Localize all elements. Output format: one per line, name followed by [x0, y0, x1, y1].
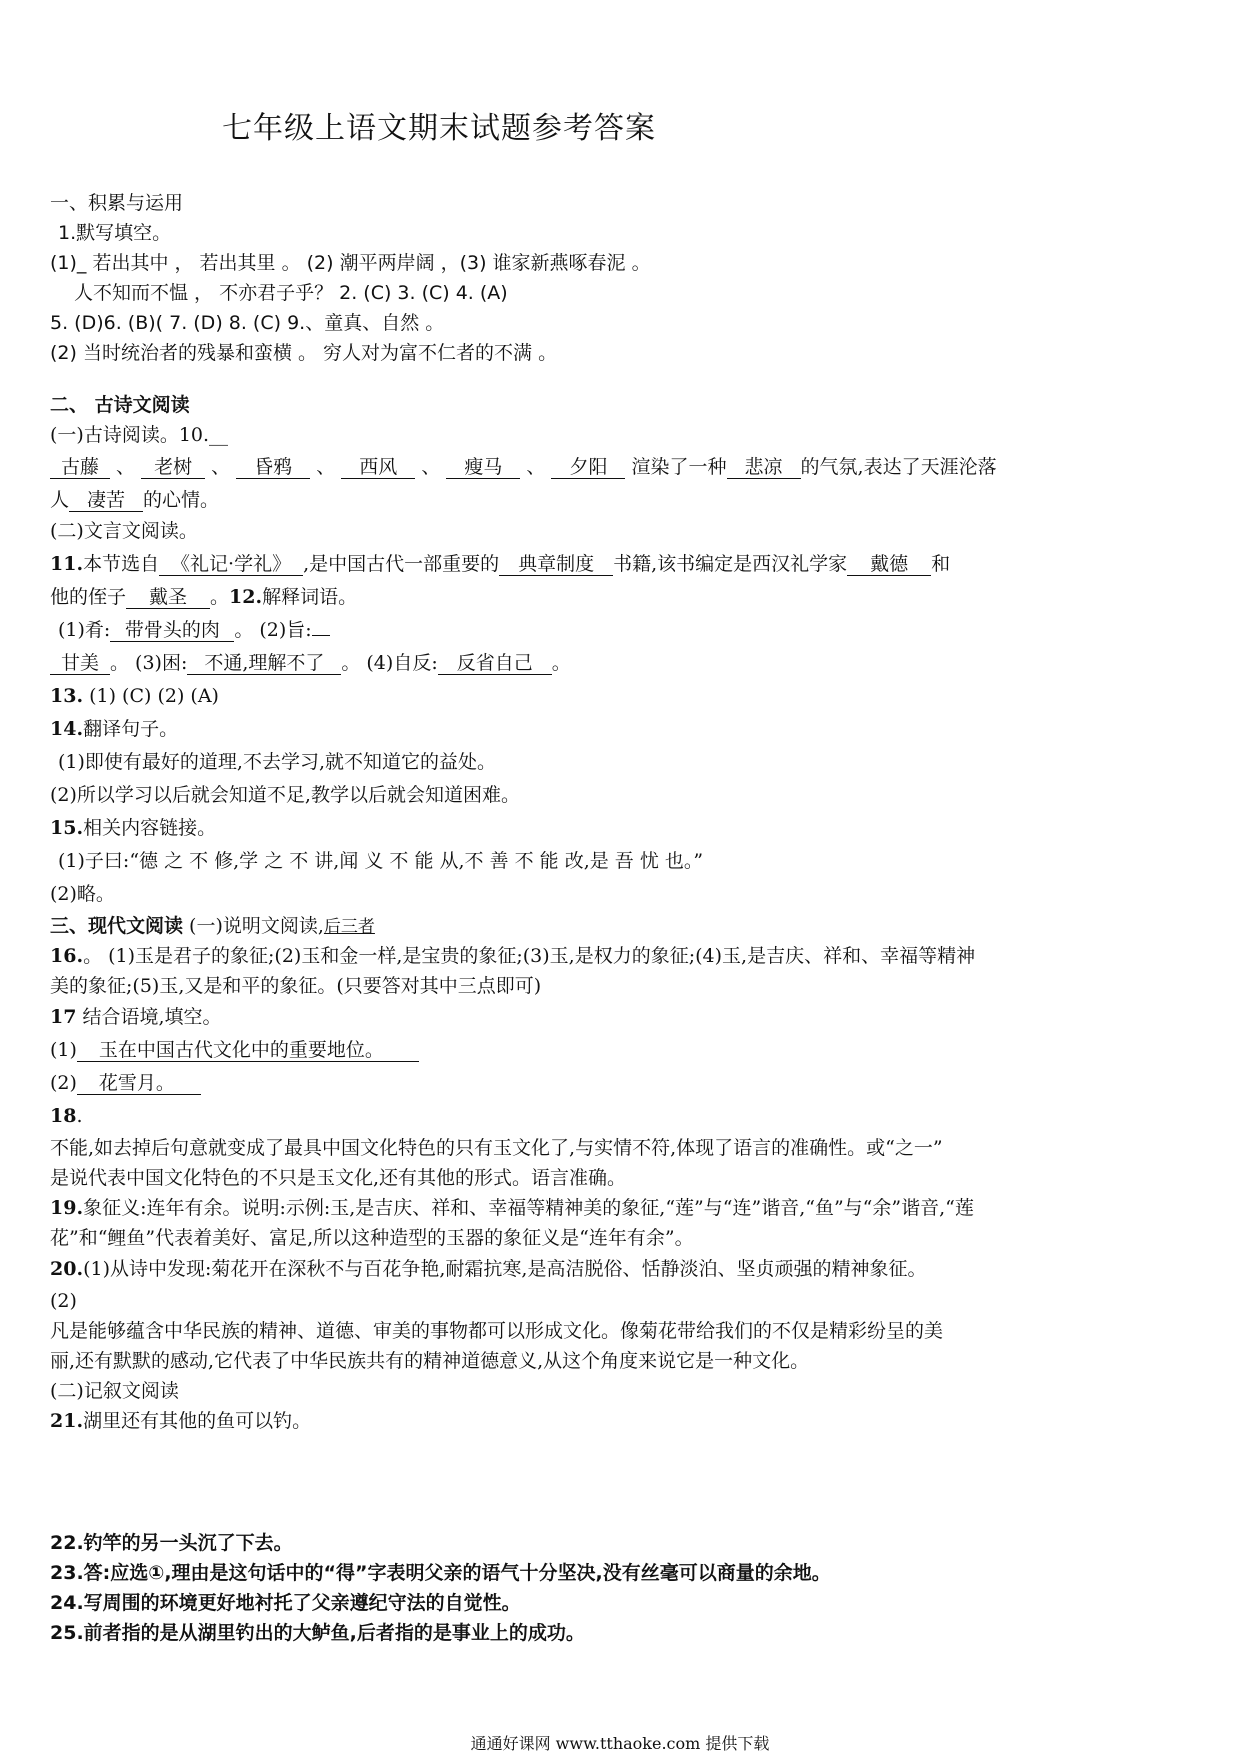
answer-blank [312, 635, 330, 636]
question-number: 16. [50, 945, 84, 967]
answer-text: 。 (1)玉是君子的象征;(2)玉和金一样,是宝贵的象征;(3)玉,是权力的象征;(4)玉,是吉庆、祥和、幸福等精神 [83, 945, 976, 967]
question-number: 14. [50, 718, 84, 740]
answer-text: 的心情。 [143, 489, 220, 511]
section-heading-3 [50, 911, 1100, 941]
answer-line: (1)_ 若出其中 ， 若出其里 。 (2) 潮平两岸阔 ，(3) 谁家新燕啄春泥 。 [50, 252, 651, 274]
answer-line [50, 581, 1100, 614]
answer-line-q14 [50, 713, 1100, 746]
answer-line-q12 [50, 614, 1100, 647]
answer-line [50, 1034, 1100, 1067]
answer-line-q25: 25.前者指的是从湖里钓出的大鲈鱼,后者指的是事业上的成功。 [50, 1622, 585, 1644]
answer-line-q18 [50, 1100, 1100, 1133]
subsection-heading [50, 420, 1100, 450]
answer-blank: 凄苦 [69, 491, 143, 512]
answer-line: 美的象征;(5)玉,又是和平的象征。(只要答对其中三点即可) [50, 975, 542, 997]
answer-text: 相关内容链接。 [83, 817, 217, 839]
answer-line: (2)略。 [50, 883, 115, 905]
subsection-heading: (二)记叙文阅读 [50, 1380, 179, 1402]
answer-line-q17 [50, 1001, 1100, 1034]
page-title: 七年级上语文期末试题参考答案 [222, 111, 656, 146]
answer-text: 。 [551, 652, 571, 674]
answer-line: (2) 当时统治者的残暴和蛮横 。 穷人对为富不仁者的不满 。 [50, 342, 558, 364]
answer-text: 湖里还有其他的鱼可以钓。 [83, 1410, 312, 1432]
answer-text: 。 (2)旨: [234, 619, 312, 641]
answer-line: 是说代表中国文化特色的不只是玉文化,还有其他的形式。语言准确。 [50, 1167, 627, 1189]
answer-text: 人 [50, 489, 70, 511]
answer-text: ,是中国古代一部重要的 [303, 553, 500, 575]
answer-blank: 瘦马 [446, 458, 520, 479]
answer-line: 不能,如去掉后句意就变成了最具中国文化特色的只有玉文化了,与实情不符,体现了语言的准确性。或“之一” [50, 1137, 943, 1159]
answer-text: 。 [210, 586, 230, 608]
question-number: 11. [50, 553, 84, 575]
answer-text: 解释词语。 [262, 586, 358, 608]
answer-blank: 不通,理解不了 [187, 654, 341, 675]
answer-line: (1)即使有最好的道理,不去学习,就不知道它的益处。 [58, 751, 496, 773]
answer-line-q11 [50, 548, 1100, 581]
answer-line-q10: 古藤 、 老树 、 昏鸦 、 西风 、 瘦马 、 夕阳 渲染了一种 悲凉 的气氛,表达了天涯沦落 [50, 450, 1100, 485]
answer-line: 凡是能够蕴含中华民族的精神、道德、审美的事物都可以形成文化。像菊花带给我们的不仅是精彩纷呈的美 [50, 1320, 944, 1342]
answer-blank: 花雪月。 [77, 1074, 201, 1095]
answer-line: 5. (D)6. (B)( 7. (D) 8. (C) 9.、童真、自然 。 [50, 312, 445, 334]
answer-blank: 《礼记·学礼》 [159, 555, 303, 576]
answer-text: . [76, 1105, 83, 1127]
answer-blank: 甘美 [50, 654, 110, 675]
answer-line: 1.默写填空。 [58, 222, 172, 244]
answer-line [50, 485, 1100, 515]
answer-line: (2)所以学习以后就会知道不足,教学以后就会知道困难。 [50, 784, 520, 806]
answer-line-q24: 24.写周围的环境更好地衬托了父亲遵纪守法的自觉性。 [50, 1592, 521, 1614]
answer-text: 。 (3)困: [110, 652, 188, 674]
answer-blank: 玉在中国古代文化中的重要地位。 [77, 1041, 419, 1062]
answer-text: 翻译句子。 [83, 718, 179, 740]
answer-line: (1)子曰:“德 之 不 修,学 之 不 讲,闻 义 不 能 从,不 善 不 能 改,是 吾 忧 也。” [58, 850, 704, 872]
question-number: 13. [50, 685, 84, 707]
answer-text: (1)肴: [58, 619, 111, 641]
question-number: 17 [50, 1006, 77, 1028]
answer-line: 花”和“鲤鱼”代表着美好、富足,所以这种造型的玉器的象征义是“连年有余”。 [50, 1227, 694, 1249]
answer-line-q13 [50, 680, 1100, 713]
subsection-heading: (一)说明文阅读, [183, 915, 324, 937]
answer-text: (2) [50, 1072, 77, 1094]
spacer [50, 368, 1100, 390]
page-footer: 通通好课网 www.tthaoke.com 提供下载 [470, 1734, 770, 1753]
answer-blank: 戴德 [847, 555, 931, 576]
answer-text: 他的侄子 [50, 586, 127, 608]
answer-content [50, 188, 1100, 1436]
answer-blank: 西风 [341, 458, 415, 479]
answer-blank: 古藤 [50, 458, 110, 479]
answer-text: (1) [50, 1039, 77, 1061]
answer-text: 后三者 [323, 917, 375, 937]
question-number: 21. [50, 1410, 84, 1432]
answer-text: 象征义:连年有余。说明:示例:玉,是吉庆、祥和、幸福等精神美的象征,“莲”与“连”谐音,“鱼”与“余”谐音,“莲 [83, 1197, 974, 1219]
answer-text: 和 [931, 553, 951, 575]
answer-blank: 反省自己 [438, 654, 552, 675]
answer-content-lower [50, 1528, 831, 1648]
answer-blank: 夕阳 [551, 458, 625, 479]
answer-text: 。 (4)自反: [341, 652, 438, 674]
section-heading-2: 二、 古诗文阅读 [50, 394, 190, 416]
answer-line-q23: 23.答:应选①,理由是这句话中的“得”字表明父亲的语气十分坚决,没有丝毫可以商量的余地。 [50, 1562, 831, 1584]
answer-blank: 悲凉 [727, 458, 801, 479]
answer-blank: 老树 [141, 458, 205, 479]
answer-text: 书籍,该书编定是西汉礼学家 [613, 553, 848, 575]
answer-line-q21 [50, 1406, 1100, 1436]
section-heading-text: 三、现代文阅读 [50, 915, 184, 937]
answer-line-q16 [50, 941, 1100, 971]
question-number: 18 [50, 1105, 77, 1127]
answer-text: (1) (C) (2) (A) [83, 685, 219, 707]
answer-line: 人不知而不愠 ， 不亦君子乎？ 2. (C) 3. (C) 4. (A) [74, 282, 508, 304]
answer-blank: 典章制度 [499, 555, 613, 576]
question-number: 12. [229, 586, 263, 608]
answer-text: (一)古诗阅读。10.__ [50, 424, 229, 446]
question-number: 15. [50, 817, 84, 839]
answer-text: (1)从诗中发现:菊花开在深秋不与百花争艳,耐霜抗寒,是高洁脱俗、恬静淡泊、坚贞顽强的精神象征。 [83, 1258, 927, 1280]
subsection-heading: (二)文言文阅读。 [50, 520, 198, 542]
answer-line [50, 1067, 1100, 1100]
section-heading-1: 一、积累与运用 [50, 192, 184, 214]
answer-text: 本节选自 [83, 553, 160, 575]
answer-line-q20 [50, 1253, 1100, 1286]
answer-line-q22: 22.钓竿的另一头沉了下去。 [50, 1532, 293, 1554]
answer-blank: 昏鸦 [236, 458, 310, 479]
question-number: 19. [50, 1197, 84, 1219]
answer-line-q15 [50, 812, 1100, 845]
answer-blank: 带骨头的肉 [110, 621, 234, 642]
question-number: 20. [50, 1258, 84, 1280]
answer-line: 丽,还有默默的感动,它代表了中华民族共有的精神道德意义,从这个角度来说它是一种文化。 [50, 1350, 810, 1372]
answer-blank: 戴圣 [126, 588, 210, 609]
answer-line-q19 [50, 1193, 1100, 1223]
answer-line [50, 647, 1100, 680]
answer-text: 的气氛,表达了天涯沦落 [800, 456, 997, 478]
answer-line: (2) [50, 1290, 77, 1312]
answer-text: 结合语境,填空。 [76, 1006, 222, 1028]
answer-text: 渲染了一种 [631, 456, 727, 478]
